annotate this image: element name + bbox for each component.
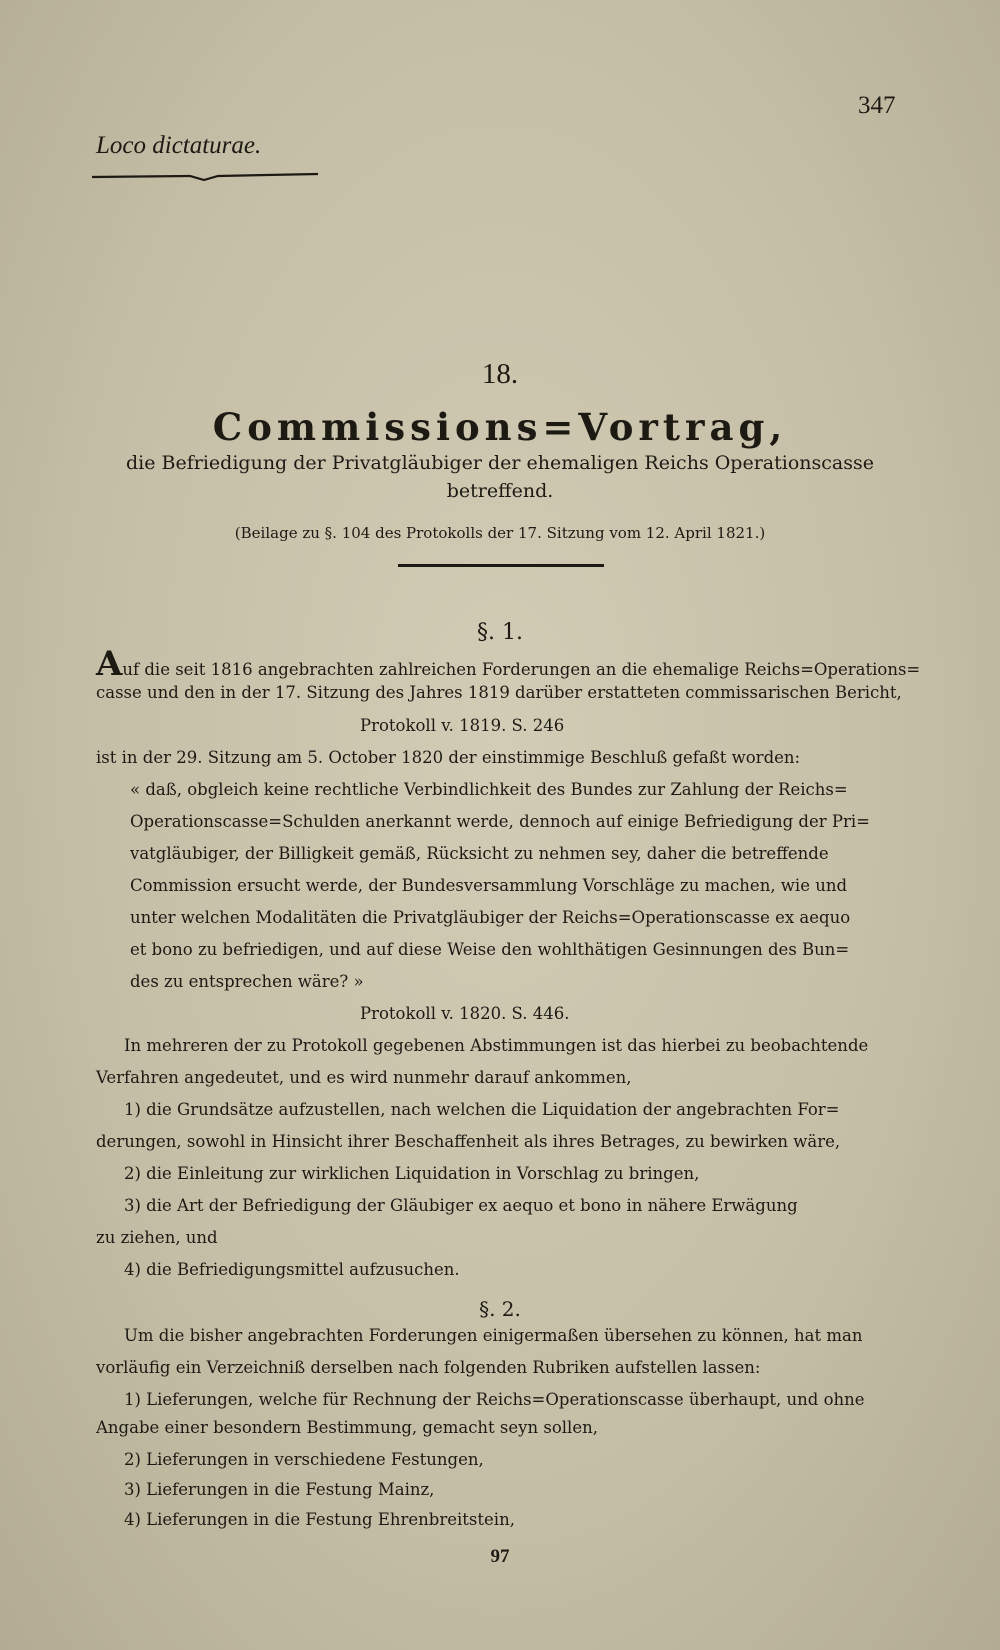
reference-line: Protokoll v. 1820. S. 446. (360, 1004, 570, 1023)
list-item: 4) die Befriedigungsmittel aufzusuchen. (124, 1260, 460, 1279)
list-item: 1) Lieferungen, welche für Rechnung der Reichs=Operationscasse überhaupt, und ohne (124, 1390, 865, 1409)
reference-line: Protokoll v. 1819. S. 246 (360, 716, 565, 735)
list-item: 3) Lieferungen in die Festung Mainz, (124, 1480, 435, 1499)
beilage-note: (Beilage zu §. 104 des Protokolls der 17. Sitzung vom 12. April 1821.) (234, 524, 766, 542)
quote-line: « daß, obgleich keine rechtliche Verbindlichkeit des Bundes zur Zahlung der Reichs= (130, 780, 848, 799)
page-number-bottom: 97 (490, 1546, 510, 1567)
text-line: vorläufig ein Verzeichniß derselben nach folgenden Rubriken aufstellen lassen: (96, 1358, 761, 1377)
text-line: Angabe einer besondern Bestimmung, gemacht seyn sollen, (96, 1418, 598, 1437)
subtitle-line-1: die Befriedigung der Privatgläubiger der ehemaligen Reichs Operationscasse (126, 452, 874, 474)
text-line: zu ziehen, und (96, 1228, 218, 1247)
text-line: Auf die seit 1816 angebrachten zahlreichen Forderungen an die ehemalige Reichs=Operations= (96, 644, 921, 684)
text-line: ist in der 29. Sitzung am 5. October 1820 der einstimmige Beschluß gefaßt worden: (96, 748, 801, 767)
ornamental-rule (90, 172, 320, 182)
title-divider (398, 564, 604, 567)
quote-line: Operationscasse=Schulden anerkannt werde, dennoch auf einige Befriedigung der Pri= (130, 812, 870, 831)
list-item: 1) die Grundsätze aufzustellen, nach welchen die Liquidation der angebrachten For= (124, 1100, 840, 1119)
document-title: Commissions=Vortrag, (212, 405, 788, 449)
list-item: 4) Lieferungen in die Festung Ehrenbreitstein, (124, 1510, 515, 1529)
paragraph-mark-2: §. 2. (479, 1297, 521, 1321)
loco-dictaturae-label: Loco dictaturae. (96, 132, 262, 159)
text-line: casse und den in der 17. Sitzung des Jahres 1819 darüber erstatteten commissarischen Bericht, (96, 683, 902, 702)
text-line: Um die bisher angebrachten Forderungen einigermaßen übersehen zu können, hat man (124, 1326, 863, 1345)
page-number-top: 347 (858, 92, 896, 119)
quote-line: Commission ersucht werde, der Bundesversammlung Vorschläge zu machen, wie und (130, 876, 848, 895)
paragraph-mark-1: §. 1. (477, 620, 523, 645)
list-item: 2) die Einleitung zur wirklichen Liquidation in Vorschlag zu bringen, (124, 1164, 700, 1183)
subtitle-line-2: betreffend. (446, 480, 554, 502)
quote-line: des zu entsprechen wäre? » (130, 972, 364, 991)
list-item: 3) die Art der Befriedigung der Gläubiger ex aequo et bono in nähere Erwägung (124, 1196, 798, 1215)
section-number: 18. (481, 358, 519, 390)
drop-cap: A (96, 644, 123, 684)
list-item: 2) Lieferungen in verschiedene Festungen, (124, 1450, 484, 1469)
quote-line: unter welchen Modalitäten die Privatgläubiger der Reichs=Operationscasse ex aequo (130, 908, 851, 927)
quote-line: et bono zu befriedigen, und auf diese Weise den wohlthätigen Gesinnungen des Bun= (130, 940, 850, 959)
quote-line: vatgläubiger, der Billigkeit gemäß, Rücksicht zu nehmen sey, daher die betreffende (130, 844, 829, 863)
text-line: Verfahren angedeutet, und es wird nunmehr darauf ankommen, (96, 1068, 632, 1087)
text-line: In mehreren der zu Protokoll gegebenen Abstimmungen ist das hierbei zu beobachtende (124, 1036, 869, 1055)
text-line: derungen, sowohl in Hinsicht ihrer Beschaffenheit als ihres Betrages, zu bewirken wäre, (96, 1132, 841, 1151)
